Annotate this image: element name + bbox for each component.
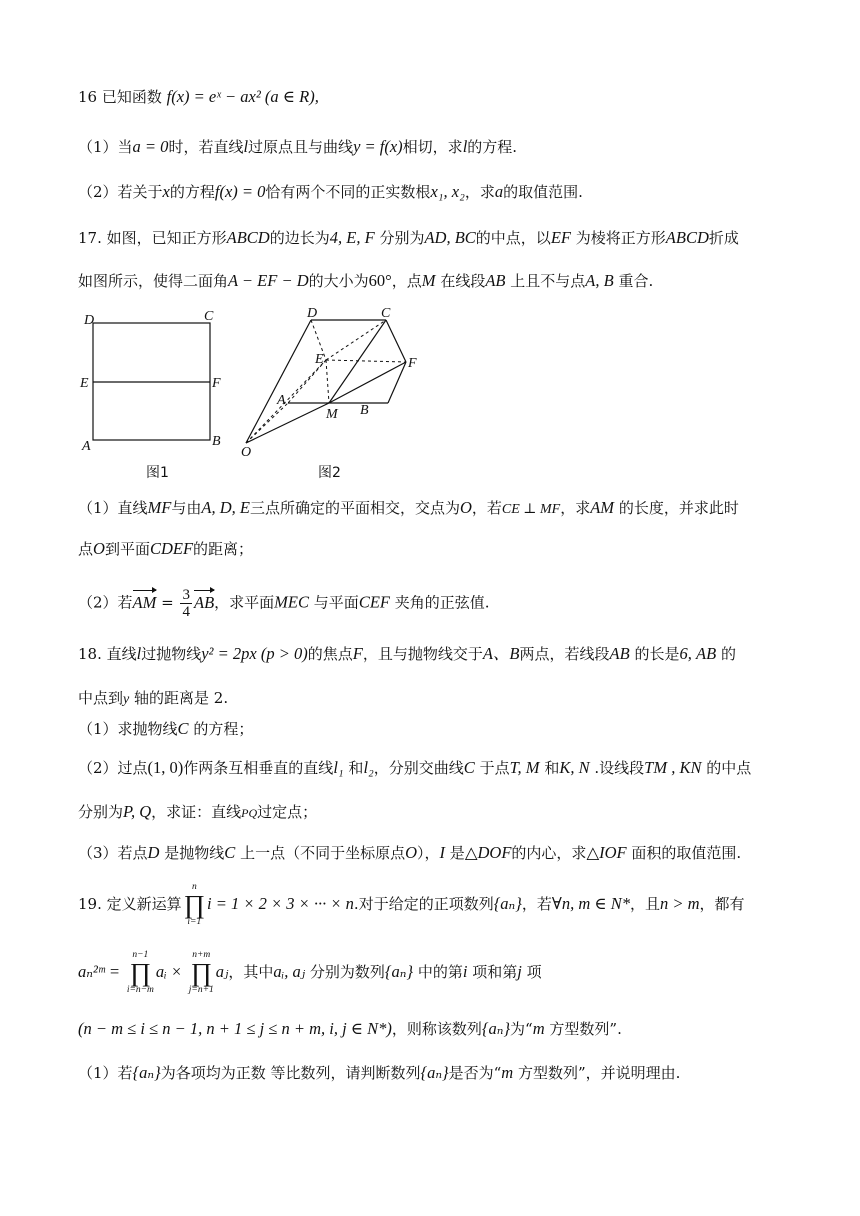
svg-text:D: D xyxy=(84,313,95,328)
q16-stem: 16 已知函数 f(x) = eˣ − ax² (a ∈ R), xyxy=(78,87,319,106)
q18-part2-line2: 分别为P, Q，求证：直线PQ过定点； xyxy=(78,802,318,821)
figure-folded xyxy=(238,300,438,485)
svg-text:C: C xyxy=(381,306,391,321)
product-operator-right: n+m ∏ j=n+1 xyxy=(188,950,214,995)
svg-text:F: F xyxy=(408,356,417,371)
svg-text:M: M xyxy=(326,407,338,422)
q19-stem-line3: (n − m ≤ i ≤ n − 1, n + 1 ≤ j ≤ n + m, i, j ∈ N*)，则称该数列{aₙ}为“m 方型数列”. xyxy=(78,1019,622,1038)
q17-part1: （1）直线MF与由A, D, E三点所确定的平面相交，交点为O，若CE ⊥ MF，求AM 的长度，并求此时 xyxy=(78,498,739,517)
q18-part1: （1）求抛物线C 的方程； xyxy=(78,719,254,738)
fig2-caption: 图2 xyxy=(318,465,341,481)
fraction-3-4: $\frac{3}{4}$ xyxy=(182,587,190,620)
q19-part1: （1）若{aₙ}为各项均为正数 等比数列，请判断数列{aₙ}是否为“m 方型数列”，并说明理由. xyxy=(78,1063,681,1082)
figure-square xyxy=(78,305,238,485)
product-operator: n ∏ i=1 xyxy=(183,882,206,927)
q18-part2: （2）过点(1, 0)作两条互相垂直的直线l₁ 和l₂，分别交曲线C 于点T, M 和K, N .设线段TM , KN 的中点 xyxy=(78,758,752,777)
product-operator-left: n−1 ∏ i=n−m xyxy=(126,950,154,995)
svg-text:A: A xyxy=(277,393,286,408)
svg-text:C: C xyxy=(204,309,214,324)
q17-stem-line2: 如图所示，使得二面角A − EF − D的大小为60°，点M 在线段AB 上且不与点A, B 重合. xyxy=(78,271,654,290)
q18-stem: 18. 直线l过抛物线y² = 2px (p > 0)的焦点F，且与抛物线交于A、B两点，若线段AB 的长是6, AB 的 xyxy=(78,644,736,663)
q16-part1: （1）当a = 0时，若直线l过原点且与曲线y = f(x)相切，求l的方程. xyxy=(78,137,518,156)
fig1-caption: 图1 xyxy=(146,465,169,481)
q18-part3: （3）若点D 是抛物线C 上一点（不同于坐标原点O），I 是△DOF的内心，求△IOF 面积的取值范围. xyxy=(78,843,742,862)
q16-function: f(x) = eˣ − ax² (a ∈ R), xyxy=(166,87,319,106)
q16-part2: （2）若关于x的方程f(x) = 0恰有两个不同的正实数根x₁, x₂，求a的取值范围. xyxy=(78,182,583,201)
vector-ab: AB xyxy=(193,592,215,612)
q18-stem-line2: 中点到y 轴的距离是 2. xyxy=(78,689,229,707)
vector-am: AM xyxy=(132,592,157,612)
svg-text:D: D xyxy=(307,306,318,321)
q19-stem: 19. 定义新运算 n ∏ i=1 i = 1 × 2 × 3 × ··· × n.对于给定的正项数列{aₙ}，若∀n, m ∈ N*，且n > m，都有 xyxy=(78,882,745,927)
svg-text:O: O xyxy=(241,445,252,460)
svg-text:E: E xyxy=(80,376,89,391)
svg-text:B: B xyxy=(360,403,369,418)
svg-text:F: F xyxy=(212,376,221,391)
svg-text:B: B xyxy=(212,434,221,449)
q17-part1-line2: 点O到平面CDEF的距离； xyxy=(78,539,254,558)
svg-text:A: A xyxy=(82,439,91,454)
q19-stem-line2: aₙ²ᵐ = n−1 ∏ i=n−m aᵢ × n+m ∏ j=n+1 aⱼ，其中aᵢ, aⱼ 分别为数列{aₙ} 中的第i 项和第j 项 xyxy=(78,950,542,995)
svg-text:E: E xyxy=(315,352,324,367)
q17-part2: （2）若AM = $\frac{3}{4}$ AB，求平面MEC 与平面CEF 夹角的正弦值. xyxy=(78,587,490,620)
q17-stem: 17. 如图，已知正方形ABCD的边长为4, E, F 分别为AD, BC的中点，以EF 为棱将正方形ABCD折成 xyxy=(78,228,739,247)
